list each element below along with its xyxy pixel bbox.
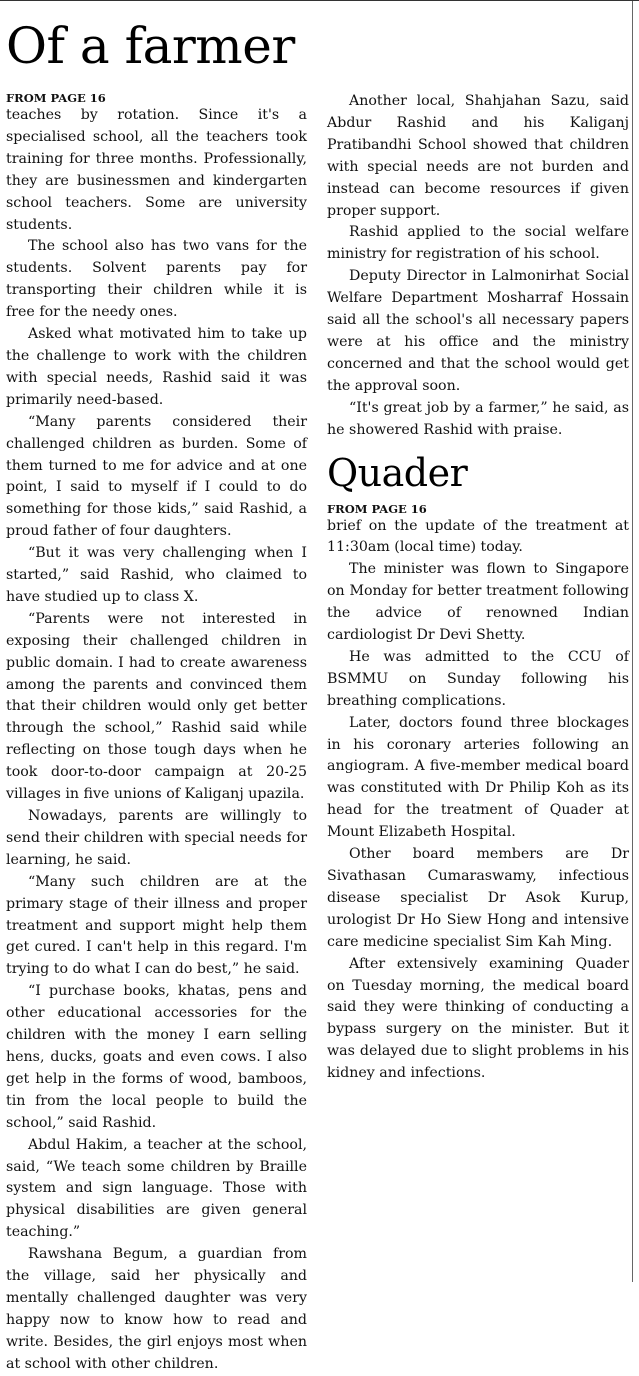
paragraph: He was admitted to the CCU of BSMMU on Sunday following his breathing complications.	[327, 648, 629, 709]
quader-body	[327, 516, 629, 1086]
paragraph: Asked what motivated him to take up the challenge to work with the children with special needs, Rashid said it was primarily need-based.	[6, 326, 307, 408]
left-column	[6, 1, 307, 1372]
paragraph: teaches by rotation. Since it's a specialised school, all the teachers took training for three months. Professionally, they are businessmen and kindergarten school teachers. Some are university students.	[6, 107, 307, 233]
paragraph: Rashid applied to the social welfare ministry for registration of his school.	[327, 224, 629, 263]
paragraph: Rawshana Begum, a guardian from the village, said her physically and mentally challenged daughter was very happy now to know how to read and write. Besides, the girl enjoys most when at school with other children.	[6, 1246, 307, 1372]
paragraph: The minister was flown to Singapore on Monday for better treatment following the advice of renowned Indian cardiologist Dr Devi Shetty.	[327, 561, 629, 644]
farmer-body-right	[327, 91, 629, 442]
paragraph: Another local, Shahjahan Sazu, said Abdur Rashid and his Kaliganj Pratibandhi School showed that children with special needs are not burden and instead can become resources if given proper support.	[327, 93, 629, 219]
paragraph: “Parents were not interested in exposing their challenged children in public domain. I had to create awareness among the parents and convinced them that their children would only get better through the school,” Rashid said while reflecting on those tough days when he took door-to-door campaign at 20-25 villages in five unions of Kaliganj upazila.	[6, 610, 307, 803]
paragraph: Later, doctors found three blockages in his coronary arteries following an angiogram. A five-member medical board was constituted with Dr Philip Koh as its head for the treatment of Quader at Mount Elizabeth Hospital.	[327, 714, 629, 841]
paragraph: brief on the update of the treatment at 11:30am (local time) today.	[327, 517, 629, 556]
paragraph: “Many parents considered their challenged children as burden. Some of them turned to me for advice and at one point, I said to myself if I could to do something for those kids,” said Rashid, a proud father of four daughters.	[6, 413, 307, 540]
right-column	[327, 1, 629, 1282]
paragraph: Nowadays, parents are willingly to send their children with special needs for learning, he said.	[6, 808, 307, 868]
farmer-headline: Of a farmer	[6, 17, 295, 75]
paragraph: “But it was very challenging when I started,” said Rashid, who claimed to have studied up to class X.	[6, 545, 307, 605]
farmer-jump-label: FROM PAGE 16	[6, 91, 106, 105]
paragraph: Deputy Director in Lalmonirhat Social Welfare Department Mosharraf Hossain said all the school's all necessary papers were at his office and the ministry concerned and that the school would get the approval soon.	[327, 268, 629, 394]
paragraph: “It's great job by a farmer,” he said, as he showered Rashid with praise.	[327, 399, 629, 438]
paragraph: “Many such children are at the primary stage of their illness and proper treatment and support might help them get cured. I can't help in this regard. I'm trying to do what I can do best,” he said.	[6, 873, 307, 978]
paragraph: After extensively examining Quader on Tuesday morning, the medical board said they were thinking of conducting a bypass surgery on the minister. But it was delayed due to slight problems in his kidney and infections.	[327, 955, 629, 1082]
column-rule	[632, 1, 633, 1282]
farmer-body-left	[6, 105, 307, 1376]
quader-jump-label: FROM PAGE 16	[327, 501, 427, 516]
quader-headline: Quader	[327, 450, 468, 495]
paragraph: The school also has two vans for the students. Solvent parents pay for transporting their children while it is free for the needy ones.	[6, 238, 307, 321]
paragraph: “I purchase books, khatas, pens and other educational accessories for the children with the money I earn selling hens, ducks, goats and even cows. I also get help in the forms of wood, bamboos, tin from the local people to build the school,” said Rashid.	[6, 983, 307, 1131]
paragraph: Other board members are Dr Sivathasan Cumaraswamy, infectious disease specialist Dr Asok Kurup, urologist Dr Ho Siew Hong and intensive care medicine specialist Sim Kah Ming.	[327, 846, 629, 950]
paragraph: Abdul Hakim, a teacher at the school, said, “We teach some children by Braille system and sign language. Those with physical disabilities are given general teaching.”	[6, 1136, 307, 1241]
